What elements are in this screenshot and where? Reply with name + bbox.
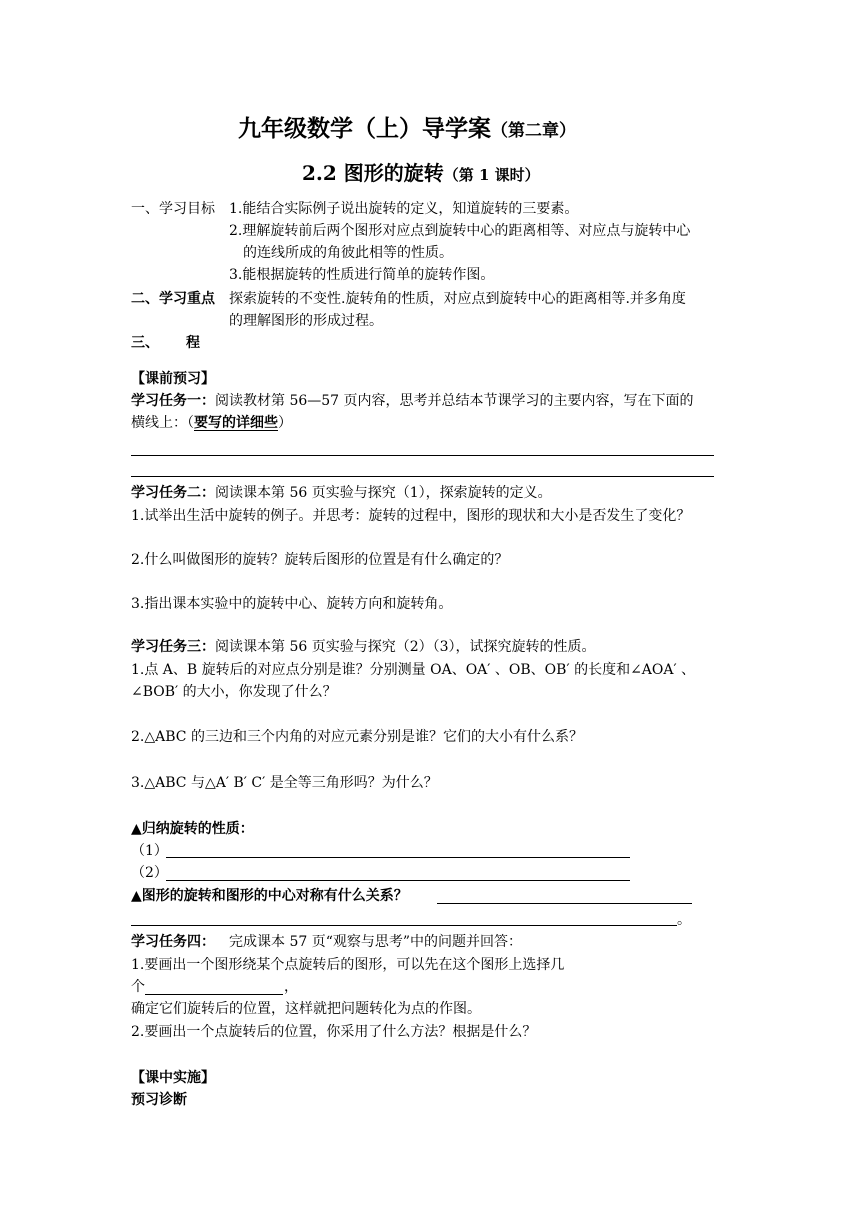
task4-text: 完成课本 57 页“观察与思考”中的问题并回答： (229, 934, 523, 950)
summary-period: 。 (677, 912, 691, 928)
answer-line[interactable] (166, 880, 630, 881)
keypoints-label: 二、学习重点 (131, 291, 215, 307)
task3-q1b: ∠BOB′ 的大小，你发现了什么？ (131, 684, 337, 700)
process-label-a: 三、 (131, 335, 159, 351)
task3-label: 学习任务三： (131, 639, 215, 655)
task1-line (131, 391, 694, 411)
task3-q1a: 1.点 A、B 旋转后的对应点分别是谁？分别测量 OA、OA′ 、OB、OB′ 的长度和∠AOA′ 、 (131, 662, 696, 678)
task4-q1b-tail: ， (284, 979, 298, 995)
answer-line[interactable] (131, 925, 677, 926)
objective-item: 1.能结合实际例子说出旋转的定义，知道旋转的三要素。 (229, 201, 579, 217)
summary-item-1: （1） (131, 843, 168, 859)
objective-item: 的连线所成的角彼此相等的性质。 (243, 245, 453, 261)
answer-line[interactable] (145, 994, 283, 995)
summary-relation: ▲图形的旋转和图形的中心对称有什么关系？ (131, 888, 408, 904)
task2-q2: 2.什么叫做图形的旋转？旋转后图形的位置是有什么确定的？ (131, 552, 509, 568)
task4-q1b-label: 个 (131, 979, 145, 995)
summary-label: ▲归纳旋转的性质： (131, 821, 254, 837)
task3-q2: 2.△ABC 的三边和三个内角的对应元素分别是谁？它们的大小有什么系？ (131, 729, 583, 745)
page-subtitle (302, 160, 540, 188)
task4-q1c: 确定它们旋转后的位置，这样就把问题转化为点的作图。 (131, 1001, 481, 1017)
answer-line[interactable] (437, 903, 692, 904)
inclass-subheading: 预习诊断 (131, 1092, 187, 1108)
answer-line[interactable] (131, 455, 714, 456)
subtitle-suffix: （第 1 课时） (443, 166, 540, 184)
task3-q3: 3.△ABC 与△A′ B′ C′ 是全等三角形吗？为什么？ (131, 775, 438, 791)
objective-item: 3.能根据旋转的性质进行简单的旋转作图。 (229, 267, 495, 283)
task4-line (131, 932, 522, 952)
summary-item-2: （2） (131, 865, 168, 881)
answer-line[interactable] (166, 857, 630, 858)
keypoints-line: 探索旋转的不变性.旋转角的性质，对应点到旋转中心的距离相等.并多角度 (229, 291, 686, 307)
task4-q2: 2.要画出一个点旋转后的位置，你采用了什么方法？根据是什么？ (131, 1024, 537, 1040)
answer-line[interactable] (131, 476, 714, 477)
preview-heading: 【课前预习】 (131, 371, 215, 387)
task3-line (131, 637, 596, 657)
task4-label: 学习任务四： (131, 934, 215, 950)
task4-q1a: 1.要画出一个图形绕某个点旋转后的图形，可以先在这个图形上选择几 (131, 957, 565, 973)
task2-text: 阅读课本第 56 页实验与探究（1），探索旋转的定义。 (215, 485, 552, 501)
task3-text: 阅读课本第 56 页实验与探究（2）（3），试探究旋转的性质。 (215, 639, 596, 655)
process-label-b: 程 (186, 335, 200, 351)
keypoints-line: 的理解图形的形成过程。 (229, 313, 383, 329)
subtitle-main: 2.2 图形的旋转 (302, 161, 444, 185)
task2-q3: 3.指出课本实验中的旋转中心、旋转方向和旋转角。 (131, 596, 453, 612)
task1-text2: 横线上：（ (131, 415, 194, 431)
task1-text: 阅读教材第 56—57 页内容，思考并总结本节课学习的主要内容，写在下面的 (215, 393, 694, 409)
title-main: 九年级数学（上）导学案 (238, 115, 491, 142)
objective-item: 2.理解旋转前后两个图形对应点到旋转中心的距离相等、对应点与旋转中心 (229, 223, 691, 239)
task1-close: ） (278, 415, 292, 431)
inclass-heading: 【课中实施】 (131, 1070, 215, 1086)
objectives-label: 一、学习目标 (131, 201, 215, 217)
task1-line2 (131, 413, 292, 433)
page-title (238, 114, 576, 146)
task2-q1: 1.试举出生活中旋转的例子。并思考：旋转的过程中，图形的现状和大小是否发生了变化？ (131, 508, 691, 524)
task1-label: 学习任务一： (131, 393, 215, 409)
task1-emphasis: 要写的详细些 (194, 415, 278, 431)
title-suffix: （第二章） (491, 121, 576, 141)
task2-label: 学习任务二： (131, 485, 215, 501)
task2-line (131, 483, 552, 503)
